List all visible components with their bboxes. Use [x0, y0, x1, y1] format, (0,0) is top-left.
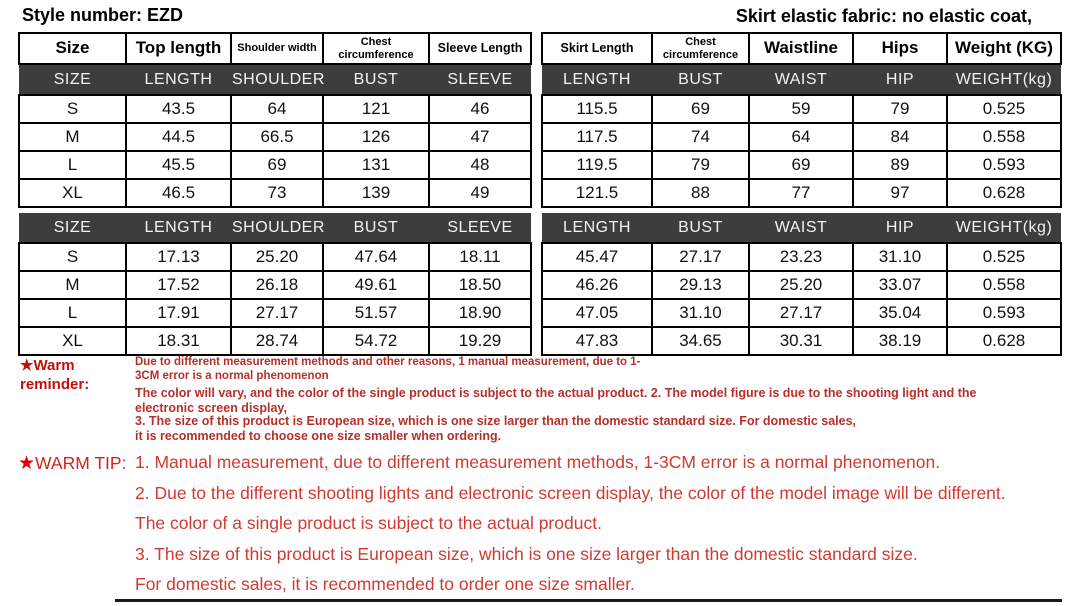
table-cell: 69 [231, 151, 323, 179]
table-cell: 44.5 [126, 123, 231, 151]
table-cell: 49 [429, 179, 531, 207]
table-cell: 115.5 [542, 95, 652, 123]
table-row [542, 271, 1061, 299]
warm-tip-line-2: 2. Due to the different shooting lights and electronic screen display, the color of the model image will be different. [135, 483, 1006, 503]
table-cell: 126 [323, 123, 429, 151]
col-header-chest-circumference: Chest circumference [652, 33, 749, 64]
table-cell: 45.5 [126, 151, 231, 179]
table-cell: 18.50 [429, 271, 531, 299]
table-cell: 79 [652, 151, 749, 179]
warm-tip-line-4: 3. The size of this product is European size, which is one size larger than the domestic standard size. [135, 544, 918, 564]
table-cell: 38.19 [853, 327, 947, 355]
dark-header-cell: HIP [853, 213, 947, 243]
table-cell: 45.47 [542, 243, 652, 271]
table-cell: 17.91 [126, 299, 231, 327]
skirt-measure-header-row [542, 33, 1061, 64]
table-cell: M [19, 123, 126, 151]
col-header-waistline: Waistline [749, 33, 853, 64]
dark-header-cell: SHOULDER [231, 213, 323, 243]
col-header-chest-circumference: Chest circumference [323, 33, 429, 64]
dark-header-cell: BUST [652, 213, 749, 243]
table-cell: 89 [853, 151, 947, 179]
table-row [19, 95, 531, 123]
col-header-size: Size [19, 33, 126, 64]
table-cell: 43.5 [126, 95, 231, 123]
table-row [542, 123, 1061, 151]
table-cell: 119.5 [542, 151, 652, 179]
table-row [19, 299, 531, 327]
dark-header-cell: WAIST [749, 213, 853, 243]
table-row [19, 179, 531, 207]
tops-inch-table [18, 213, 532, 356]
dark-header-cell: BUST [652, 64, 749, 95]
table-cell: 34.65 [652, 327, 749, 355]
table-cell: 46.26 [542, 271, 652, 299]
dark-header-cell: WAIST [749, 64, 853, 95]
dark-header-cell: SHOULDER [231, 64, 323, 95]
table-cell: 77 [749, 179, 853, 207]
col-header-top-length: Top length [126, 33, 231, 64]
warm-reminder-paragraph-3: 3. The size of this product is European size, which is one size larger than the domestic standard size. For domestic sales, it is recommended to choose one size smaller when ordering. [135, 414, 857, 443]
table-cell: 31.10 [652, 299, 749, 327]
table-cell: 18.31 [126, 327, 231, 355]
table-cell: 0.525 [947, 95, 1061, 123]
warm-reminder-paragraph-2: The color will vary, and the color of the single product is subject to the actual product. 2. The model figure is due to the shooting light and the electronic screen display, [135, 386, 977, 415]
table-cell: XL [19, 179, 126, 207]
dark-header-cell: LENGTH [542, 64, 652, 95]
table-cell: XL [19, 327, 126, 355]
table-cell: 0.628 [947, 327, 1061, 355]
dark-header-cell: SLEEVE [429, 213, 531, 243]
bottom-divider [115, 599, 1062, 602]
table-cell: 25.20 [749, 271, 853, 299]
warm-tip-label-text: WARM TIP: [35, 453, 127, 473]
table-cell: 47.64 [323, 243, 429, 271]
table-cell: 88 [652, 179, 749, 207]
col-header-shoulder-width: Shoulder width [231, 33, 323, 64]
dark-header-cell: LENGTH [542, 213, 652, 243]
table-cell: 97 [853, 179, 947, 207]
warm-reminder-label [20, 356, 132, 394]
table-cell: 29.13 [652, 271, 749, 299]
table-cell: 18.90 [429, 299, 531, 327]
skirt-inch-table [541, 213, 1062, 356]
warm-tip-line-3: The color of a single product is subject to the actual product. [135, 513, 602, 533]
table-cell: 28.74 [231, 327, 323, 355]
table-cell: 0.525 [947, 243, 1061, 271]
table-cell: 66.5 [231, 123, 323, 151]
dark-header-cell: WEIGHT(kg) [947, 64, 1061, 95]
table-cell: 19.29 [429, 327, 531, 355]
table-cell: 25.20 [231, 243, 323, 271]
table-cell: L [19, 151, 126, 179]
dark-header-cell: BUST [323, 64, 429, 95]
col-header-skirt-length: Skirt Length [542, 33, 652, 64]
skirt-cm-dark-header-row [542, 64, 1061, 95]
table-row [542, 151, 1061, 179]
col-header-weight: Weight (KG) [947, 33, 1061, 64]
table-cell: S [19, 95, 126, 123]
table-cell: S [19, 243, 126, 271]
table-cell: 17.52 [126, 271, 231, 299]
table-row [19, 151, 531, 179]
table-cell: 59 [749, 95, 853, 123]
tops-cm-dark-header-row [19, 64, 531, 95]
table-cell: 79 [853, 95, 947, 123]
table-cell: 54.72 [323, 327, 429, 355]
table-row [19, 123, 531, 151]
warm-reminder-paragraph-1: Due to different measurement methods and other reasons, 1 manual measurement, due to 1-3CM error is a normal phenomenon [135, 356, 641, 382]
dark-header-cell: LENGTH [126, 213, 231, 243]
table-cell: 74 [652, 123, 749, 151]
dark-header-cell: BUST [323, 213, 429, 243]
dark-header-cell: HIP [853, 64, 947, 95]
table-cell: 47 [429, 123, 531, 151]
table-cell: 64 [231, 95, 323, 123]
tops-inch-dark-header-row [19, 213, 531, 243]
dark-header-cell: SLEEVE [429, 64, 531, 95]
table-row [19, 327, 531, 355]
table-cell: 47.05 [542, 299, 652, 327]
table-cell: 0.628 [947, 179, 1061, 207]
table-cell: 27.17 [749, 299, 853, 327]
table-cell: L [19, 299, 126, 327]
star-icon: ★ [18, 453, 36, 474]
table-cell: 84 [853, 123, 947, 151]
table-row [542, 243, 1061, 271]
table-cell: M [19, 271, 126, 299]
table-cell: 47.83 [542, 327, 652, 355]
table-cell: 0.593 [947, 151, 1061, 179]
table-cell: 64 [749, 123, 853, 151]
table-row [542, 299, 1061, 327]
dark-header-cell: SIZE [19, 64, 126, 95]
dark-header-cell: LENGTH [126, 64, 231, 95]
table-cell: 46.5 [126, 179, 231, 207]
dark-header-cell: SIZE [19, 213, 126, 243]
table-cell: 73 [231, 179, 323, 207]
style-number-title: Style number: EZD [22, 5, 184, 25]
table-cell: 30.31 [749, 327, 853, 355]
tops-cm-table [18, 32, 532, 208]
skirt-cm-table [541, 32, 1062, 208]
table-cell: 26.18 [231, 271, 323, 299]
table-row [542, 95, 1061, 123]
table-row [542, 179, 1061, 207]
col-header-hips: Hips [853, 33, 947, 64]
table-cell: 121 [323, 95, 429, 123]
table-cell: 48 [429, 151, 531, 179]
table-cell: 51.57 [323, 299, 429, 327]
table-cell: 33.07 [853, 271, 947, 299]
table-cell: 0.593 [947, 299, 1061, 327]
table-cell: 0.558 [947, 271, 1061, 299]
skirt-inch-dark-header-row [542, 213, 1061, 243]
table-cell: 139 [323, 179, 429, 207]
table-row [19, 243, 531, 271]
table-cell: 69 [749, 151, 853, 179]
table-cell: 31.10 [853, 243, 947, 271]
table-cell: 131 [323, 151, 429, 179]
table-cell: 17.13 [126, 243, 231, 271]
table-cell: 117.5 [542, 123, 652, 151]
col-header-sleeve-length: Sleeve Length [429, 33, 531, 64]
table-cell: 46 [429, 95, 531, 123]
dark-header-cell: WEIGHT(kg) [947, 213, 1061, 243]
warm-tip-line-1: 1. Manual measurement, due to different measurement methods, 1-3CM error is a normal phenomenon. [135, 452, 941, 472]
star-icon: ★ [20, 357, 34, 374]
table-cell: 0.558 [947, 123, 1061, 151]
table-row [542, 327, 1061, 355]
table-row [19, 271, 531, 299]
tops-measure-header-row [19, 33, 531, 64]
warm-tip-line-5: For domestic sales, it is recommended to order one size smaller. [135, 574, 635, 594]
table-cell: 23.23 [749, 243, 853, 271]
table-cell: 35.04 [853, 299, 947, 327]
table-cell: 27.17 [652, 243, 749, 271]
fabric-note: Skirt elastic fabric: no elastic coat, [735, 6, 1032, 26]
table-cell: 27.17 [231, 299, 323, 327]
warm-tip-label [18, 452, 126, 475]
table-cell: 69 [652, 95, 749, 123]
table-cell: 121.5 [542, 179, 652, 207]
table-cell: 18.11 [429, 243, 531, 271]
table-cell: 49.61 [323, 271, 429, 299]
warm-reminder-label-text: Warm reminder: [20, 357, 90, 393]
